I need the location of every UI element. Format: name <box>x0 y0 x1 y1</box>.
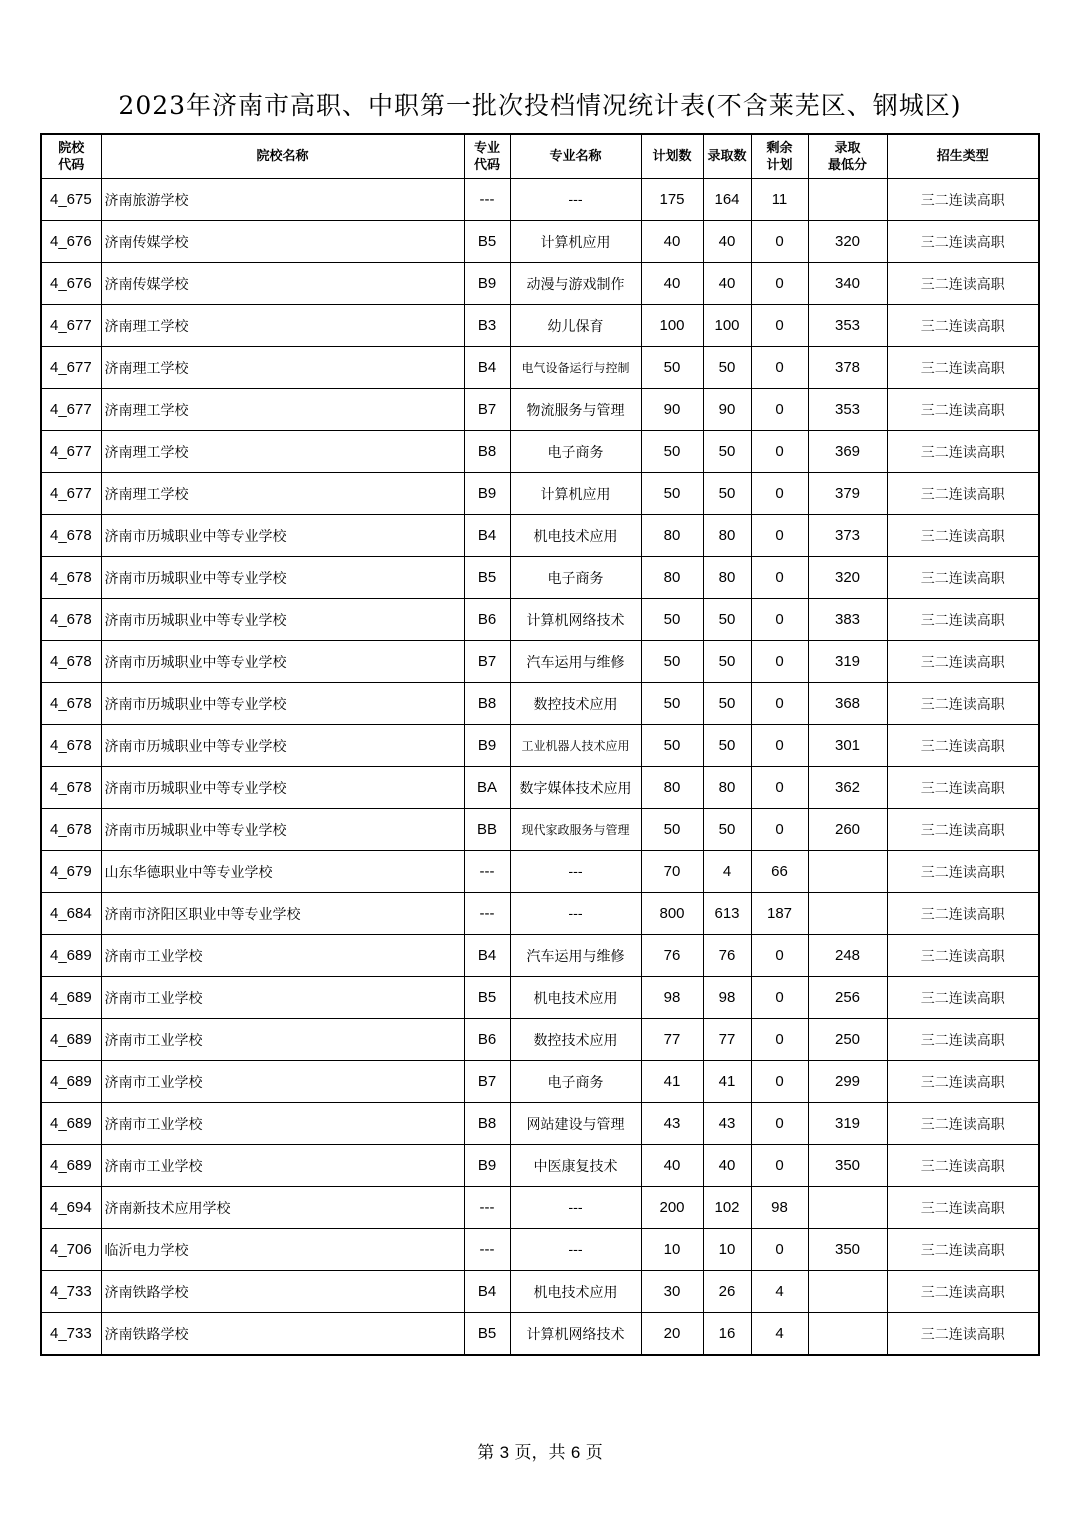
remaining-cell: 0 <box>751 305 808 347</box>
min-score-cell: 299 <box>808 1061 887 1103</box>
min-score-cell <box>808 893 887 935</box>
school-code-cell: 4_706 <box>41 1229 101 1271</box>
plan-cell: 100 <box>641 305 703 347</box>
plan-cell: 80 <box>641 515 703 557</box>
major-name-cell: 物流服务与管理 <box>510 389 641 431</box>
plan-cell: 43 <box>641 1103 703 1145</box>
major-name-cell: 电子商务 <box>510 557 641 599</box>
table-row <box>41 221 1039 263</box>
admitted-cell: 40 <box>703 1145 751 1187</box>
min-score-cell: 362 <box>808 767 887 809</box>
major-name-cell: 计算机网络技术 <box>510 599 641 641</box>
header-admitted: 录取数 <box>703 134 751 179</box>
type-cell: 三二连读高职 <box>887 515 1039 557</box>
table-row <box>41 1229 1039 1271</box>
school-code-cell: 4_678 <box>41 725 101 767</box>
school-name-cell: 济南市工业学校 <box>101 1103 464 1145</box>
min-score-cell: 353 <box>808 389 887 431</box>
admitted-cell: 40 <box>703 221 751 263</box>
admitted-cell: 50 <box>703 473 751 515</box>
table-row <box>41 389 1039 431</box>
admitted-cell: 102 <box>703 1187 751 1229</box>
plan-cell: 200 <box>641 1187 703 1229</box>
type-cell: 三二连读高职 <box>887 683 1039 725</box>
type-cell: 三二连读高职 <box>887 431 1039 473</box>
remaining-cell: 0 <box>751 1145 808 1187</box>
plan-cell: 800 <box>641 893 703 935</box>
admitted-cell: 164 <box>703 179 751 221</box>
table-row <box>41 305 1039 347</box>
min-score-cell: 368 <box>808 683 887 725</box>
type-cell: 三二连读高职 <box>887 935 1039 977</box>
plan-cell: 41 <box>641 1061 703 1103</box>
school-name-cell: 济南市历城职业中等专业学校 <box>101 599 464 641</box>
min-score-cell: 256 <box>808 977 887 1019</box>
min-score-cell: 350 <box>808 1145 887 1187</box>
remaining-cell: 0 <box>751 221 808 263</box>
school-name-cell: 济南市历城职业中等专业学校 <box>101 641 464 683</box>
header-min-score: 录取 最低分 <box>808 134 887 179</box>
major-name-cell: 计算机应用 <box>510 221 641 263</box>
school-code-cell: 4_689 <box>41 935 101 977</box>
major-name-cell: 电气设备运行与控制 <box>510 347 641 389</box>
min-score-cell <box>808 179 887 221</box>
table-row <box>41 1271 1039 1313</box>
admitted-cell: 90 <box>703 389 751 431</box>
school-code-cell: 4_679 <box>41 851 101 893</box>
type-cell: 三二连读高职 <box>887 641 1039 683</box>
admission-table <box>40 133 1040 1356</box>
major-name-cell: 数控技术应用 <box>510 683 641 725</box>
admitted-cell: 26 <box>703 1271 751 1313</box>
major-name-cell: --- <box>510 179 641 221</box>
major-code-cell: B9 <box>464 1145 510 1187</box>
major-name-cell: --- <box>510 893 641 935</box>
school-code-cell: 4_678 <box>41 767 101 809</box>
major-name-cell: 计算机应用 <box>510 473 641 515</box>
school-code-cell: 4_689 <box>41 1061 101 1103</box>
major-name-cell: --- <box>510 1187 641 1229</box>
type-cell: 三二连读高职 <box>887 725 1039 767</box>
min-score-cell <box>808 1187 887 1229</box>
school-name-cell: 济南旅游学校 <box>101 179 464 221</box>
school-name-cell: 济南市历城职业中等专业学校 <box>101 809 464 851</box>
school-name-cell: 济南市济阳区职业中等专业学校 <box>101 893 464 935</box>
school-code-cell: 4_678 <box>41 557 101 599</box>
header-remaining: 剩余 计划 <box>751 134 808 179</box>
major-code-cell: B5 <box>464 977 510 1019</box>
remaining-cell: 11 <box>751 179 808 221</box>
type-cell: 三二连读高职 <box>887 347 1039 389</box>
school-name-cell: 济南市历城职业中等专业学校 <box>101 557 464 599</box>
plan-cell: 50 <box>641 641 703 683</box>
table-row <box>41 431 1039 473</box>
major-name-cell: 数控技术应用 <box>510 1019 641 1061</box>
remaining-cell: 187 <box>751 893 808 935</box>
major-code-cell: B8 <box>464 431 510 473</box>
major-name-cell: 机电技术应用 <box>510 515 641 557</box>
major-name-cell: 机电技术应用 <box>510 977 641 1019</box>
plan-cell: 50 <box>641 725 703 767</box>
remaining-cell: 0 <box>751 935 808 977</box>
remaining-cell: 0 <box>751 1103 808 1145</box>
admitted-cell: 80 <box>703 515 751 557</box>
header-school-name: 院校名称 <box>101 134 464 179</box>
table-row <box>41 893 1039 935</box>
school-name-cell: 济南市历城职业中等专业学校 <box>101 515 464 557</box>
admitted-cell: 50 <box>703 725 751 767</box>
admitted-cell: 40 <box>703 263 751 305</box>
type-cell: 三二连读高职 <box>887 305 1039 347</box>
min-score-cell: 378 <box>808 347 887 389</box>
major-code-cell: --- <box>464 851 510 893</box>
admitted-cell: 10 <box>703 1229 751 1271</box>
major-code-cell: B7 <box>464 389 510 431</box>
remaining-cell: 0 <box>751 1061 808 1103</box>
footer-prefix: 第 <box>477 1443 495 1463</box>
major-name-cell: 现代家政服务与管理 <box>510 809 641 851</box>
header-major-name: 专业名称 <box>510 134 641 179</box>
table-header-row <box>41 134 1039 179</box>
remaining-cell: 0 <box>751 263 808 305</box>
table-body <box>41 179 1039 1356</box>
page-title: 2023年济南市高职、中职第一批次投档情况统计表(不含莱芜区、钢城区) <box>118 91 962 120</box>
table-row <box>41 683 1039 725</box>
major-name-cell: 幼儿保育 <box>510 305 641 347</box>
major-code-cell: --- <box>464 893 510 935</box>
admitted-cell: 50 <box>703 431 751 473</box>
school-code-cell: 4_694 <box>41 1187 101 1229</box>
major-name-cell: 汽车运用与维修 <box>510 641 641 683</box>
remaining-cell: 0 <box>751 683 808 725</box>
remaining-cell: 0 <box>751 473 808 515</box>
school-name-cell: 济南传媒学校 <box>101 263 464 305</box>
major-name-cell: 电子商务 <box>510 1061 641 1103</box>
min-score-cell <box>808 1271 887 1313</box>
table-row <box>41 725 1039 767</box>
school-code-cell: 4_677 <box>41 389 101 431</box>
table-row <box>41 599 1039 641</box>
major-name-cell: 计算机网络技术 <box>510 1313 641 1356</box>
table-row <box>41 179 1039 221</box>
major-code-cell: BA <box>464 767 510 809</box>
plan-cell: 76 <box>641 935 703 977</box>
school-name-cell: 济南理工学校 <box>101 473 464 515</box>
major-code-cell: B6 <box>464 599 510 641</box>
footer-total-pages: 6 <box>570 1443 581 1462</box>
major-code-cell: --- <box>464 1229 510 1271</box>
type-cell: 三二连读高职 <box>887 557 1039 599</box>
major-code-cell: B5 <box>464 221 510 263</box>
min-score-cell: 340 <box>808 263 887 305</box>
plan-cell: 40 <box>641 263 703 305</box>
plan-cell: 50 <box>641 473 703 515</box>
min-score-cell: 248 <box>808 935 887 977</box>
type-cell: 三二连读高职 <box>887 473 1039 515</box>
plan-cell: 98 <box>641 977 703 1019</box>
admitted-cell: 80 <box>703 767 751 809</box>
plan-cell: 30 <box>641 1271 703 1313</box>
plan-cell: 50 <box>641 809 703 851</box>
major-name-cell: 机电技术应用 <box>510 1271 641 1313</box>
major-code-cell: B6 <box>464 1019 510 1061</box>
plan-cell: 40 <box>641 1145 703 1187</box>
school-name-cell: 济南市工业学校 <box>101 1145 464 1187</box>
major-code-cell: B5 <box>464 1313 510 1356</box>
admitted-cell: 77 <box>703 1019 751 1061</box>
major-code-cell: B3 <box>464 305 510 347</box>
type-cell: 三二连读高职 <box>887 1019 1039 1061</box>
major-name-cell: 动漫与游戏制作 <box>510 263 641 305</box>
plan-cell: 175 <box>641 179 703 221</box>
min-score-cell: 301 <box>808 725 887 767</box>
admitted-cell: 98 <box>703 977 751 1019</box>
type-cell: 三二连读高职 <box>887 221 1039 263</box>
major-name-cell: 网站建设与管理 <box>510 1103 641 1145</box>
plan-cell: 80 <box>641 557 703 599</box>
remaining-cell: 0 <box>751 347 808 389</box>
major-code-cell: BB <box>464 809 510 851</box>
footer-page-number: 3 <box>499 1443 510 1462</box>
remaining-cell: 0 <box>751 809 808 851</box>
min-score-cell: 383 <box>808 599 887 641</box>
major-code-cell: --- <box>464 1187 510 1229</box>
header-plan: 计划数 <box>641 134 703 179</box>
school-code-cell: 4_689 <box>41 1103 101 1145</box>
header-type: 招生类型 <box>887 134 1039 179</box>
table-row <box>41 473 1039 515</box>
type-cell: 三二连读高职 <box>887 767 1039 809</box>
school-code-cell: 4_689 <box>41 1019 101 1061</box>
table-row <box>41 515 1039 557</box>
major-code-cell: B8 <box>464 1103 510 1145</box>
type-cell: 三二连读高职 <box>887 263 1039 305</box>
plan-cell: 77 <box>641 1019 703 1061</box>
school-name-cell: 济南市工业学校 <box>101 1061 464 1103</box>
school-name-cell: 临沂电力学校 <box>101 1229 464 1271</box>
school-code-cell: 4_677 <box>41 473 101 515</box>
page-footer <box>0 1438 1080 1463</box>
type-cell: 三二连读高职 <box>887 599 1039 641</box>
type-cell: 三二连读高职 <box>887 1145 1039 1187</box>
table-row <box>41 1019 1039 1061</box>
major-code-cell: B9 <box>464 725 510 767</box>
major-name-cell: --- <box>510 1229 641 1271</box>
remaining-cell: 98 <box>751 1187 808 1229</box>
admitted-cell: 4 <box>703 851 751 893</box>
major-name-cell: 数字媒体技术应用 <box>510 767 641 809</box>
major-name-cell: 汽车运用与维修 <box>510 935 641 977</box>
major-code-cell: B5 <box>464 557 510 599</box>
table-row <box>41 1187 1039 1229</box>
school-code-cell: 4_733 <box>41 1313 101 1356</box>
min-score-cell: 250 <box>808 1019 887 1061</box>
admitted-cell: 80 <box>703 557 751 599</box>
header-major-code: 专业 代码 <box>464 134 510 179</box>
major-name-cell: --- <box>510 851 641 893</box>
min-score-cell: 319 <box>808 1103 887 1145</box>
remaining-cell: 0 <box>751 1019 808 1061</box>
min-score-cell: 373 <box>808 515 887 557</box>
min-score-cell: 320 <box>808 557 887 599</box>
type-cell: 三二连读高职 <box>887 1187 1039 1229</box>
admitted-cell: 50 <box>703 347 751 389</box>
major-code-cell: B4 <box>464 1271 510 1313</box>
school-code-cell: 4_684 <box>41 893 101 935</box>
remaining-cell: 0 <box>751 977 808 1019</box>
type-cell: 三二连读高职 <box>887 389 1039 431</box>
remaining-cell: 4 <box>751 1313 808 1356</box>
school-code-cell: 4_689 <box>41 1145 101 1187</box>
school-name-cell: 济南铁路学校 <box>101 1271 464 1313</box>
remaining-cell: 66 <box>751 851 808 893</box>
admitted-cell: 41 <box>703 1061 751 1103</box>
school-name-cell: 济南铁路学校 <box>101 1313 464 1356</box>
table-row <box>41 263 1039 305</box>
school-code-cell: 4_677 <box>41 347 101 389</box>
school-code-cell: 4_689 <box>41 977 101 1019</box>
table-row <box>41 1313 1039 1356</box>
remaining-cell: 0 <box>751 557 808 599</box>
major-code-cell: B4 <box>464 935 510 977</box>
table-row <box>41 1145 1039 1187</box>
type-cell: 三二连读高职 <box>887 1061 1039 1103</box>
plan-cell: 50 <box>641 683 703 725</box>
plan-cell: 50 <box>641 347 703 389</box>
admitted-cell: 100 <box>703 305 751 347</box>
major-code-cell: B4 <box>464 347 510 389</box>
school-name-cell: 济南市工业学校 <box>101 1019 464 1061</box>
type-cell: 三二连读高职 <box>887 179 1039 221</box>
plan-cell: 80 <box>641 767 703 809</box>
plan-cell: 40 <box>641 221 703 263</box>
school-code-cell: 4_677 <box>41 431 101 473</box>
admitted-cell: 16 <box>703 1313 751 1356</box>
min-score-cell: 260 <box>808 809 887 851</box>
major-code-cell: B4 <box>464 515 510 557</box>
school-name-cell: 济南市历城职业中等专业学校 <box>101 725 464 767</box>
remaining-cell: 0 <box>751 389 808 431</box>
school-code-cell: 4_678 <box>41 641 101 683</box>
major-code-cell: B9 <box>464 473 510 515</box>
school-name-cell: 济南新技术应用学校 <box>101 1187 464 1229</box>
remaining-cell: 0 <box>751 725 808 767</box>
plan-cell: 10 <box>641 1229 703 1271</box>
min-score-cell <box>808 1313 887 1356</box>
school-code-cell: 4_676 <box>41 221 101 263</box>
major-code-cell: B9 <box>464 263 510 305</box>
major-code-cell: --- <box>464 179 510 221</box>
plan-cell: 20 <box>641 1313 703 1356</box>
type-cell: 三二连读高职 <box>887 809 1039 851</box>
type-cell: 三二连读高职 <box>887 851 1039 893</box>
school-code-cell: 4_675 <box>41 179 101 221</box>
school-code-cell: 4_678 <box>41 809 101 851</box>
table-row <box>41 1103 1039 1145</box>
major-name-cell: 工业机器人技术应用 <box>510 725 641 767</box>
school-name-cell: 济南理工学校 <box>101 347 464 389</box>
table-row <box>41 641 1039 683</box>
remaining-cell: 0 <box>751 1229 808 1271</box>
school-name-cell: 济南理工学校 <box>101 431 464 473</box>
major-code-cell: B8 <box>464 683 510 725</box>
school-code-cell: 4_678 <box>41 683 101 725</box>
admitted-cell: 613 <box>703 893 751 935</box>
table-row <box>41 347 1039 389</box>
major-code-cell: B7 <box>464 641 510 683</box>
school-code-cell: 4_677 <box>41 305 101 347</box>
table-row <box>41 977 1039 1019</box>
min-score-cell: 350 <box>808 1229 887 1271</box>
min-score-cell: 379 <box>808 473 887 515</box>
table-row <box>41 557 1039 599</box>
plan-cell: 90 <box>641 389 703 431</box>
school-name-cell: 济南市工业学校 <box>101 935 464 977</box>
plan-cell: 70 <box>641 851 703 893</box>
major-name-cell: 中医康复技术 <box>510 1145 641 1187</box>
footer-middle: 页，共 <box>514 1443 566 1463</box>
remaining-cell: 4 <box>751 1271 808 1313</box>
major-name-cell: 电子商务 <box>510 431 641 473</box>
type-cell: 三二连读高职 <box>887 1229 1039 1271</box>
admitted-cell: 50 <box>703 599 751 641</box>
table-row <box>41 935 1039 977</box>
school-name-cell: 济南传媒学校 <box>101 221 464 263</box>
header-school-code: 院校 代码 <box>41 134 101 179</box>
remaining-cell: 0 <box>751 431 808 473</box>
remaining-cell: 0 <box>751 641 808 683</box>
school-name-cell: 济南市历城职业中等专业学校 <box>101 683 464 725</box>
school-name-cell: 济南理工学校 <box>101 305 464 347</box>
plan-cell: 50 <box>641 431 703 473</box>
min-score-cell: 320 <box>808 221 887 263</box>
table-row <box>41 1061 1039 1103</box>
table-row <box>41 809 1039 851</box>
admitted-cell: 76 <box>703 935 751 977</box>
min-score-cell: 369 <box>808 431 887 473</box>
footer-suffix: 页 <box>585 1443 603 1463</box>
school-code-cell: 4_678 <box>41 515 101 557</box>
remaining-cell: 0 <box>751 599 808 641</box>
school-name-cell: 济南市历城职业中等专业学校 <box>101 767 464 809</box>
type-cell: 三二连读高职 <box>887 893 1039 935</box>
remaining-cell: 0 <box>751 767 808 809</box>
admitted-cell: 50 <box>703 683 751 725</box>
plan-cell: 50 <box>641 599 703 641</box>
min-score-cell <box>808 851 887 893</box>
table-row <box>41 851 1039 893</box>
admitted-cell: 43 <box>703 1103 751 1145</box>
type-cell: 三二连读高职 <box>887 1271 1039 1313</box>
min-score-cell: 353 <box>808 305 887 347</box>
school-name-cell: 济南理工学校 <box>101 389 464 431</box>
school-code-cell: 4_678 <box>41 599 101 641</box>
type-cell: 三二连读高职 <box>887 1313 1039 1356</box>
table-row <box>41 767 1039 809</box>
min-score-cell: 319 <box>808 641 887 683</box>
school-name-cell: 山东华德职业中等专业学校 <box>101 851 464 893</box>
admitted-cell: 50 <box>703 809 751 851</box>
major-code-cell: B7 <box>464 1061 510 1103</box>
type-cell: 三二连读高职 <box>887 977 1039 1019</box>
school-code-cell: 4_676 <box>41 263 101 305</box>
type-cell: 三二连读高职 <box>887 1103 1039 1145</box>
admitted-cell: 50 <box>703 641 751 683</box>
school-code-cell: 4_733 <box>41 1271 101 1313</box>
school-name-cell: 济南市工业学校 <box>101 977 464 1019</box>
remaining-cell: 0 <box>751 515 808 557</box>
